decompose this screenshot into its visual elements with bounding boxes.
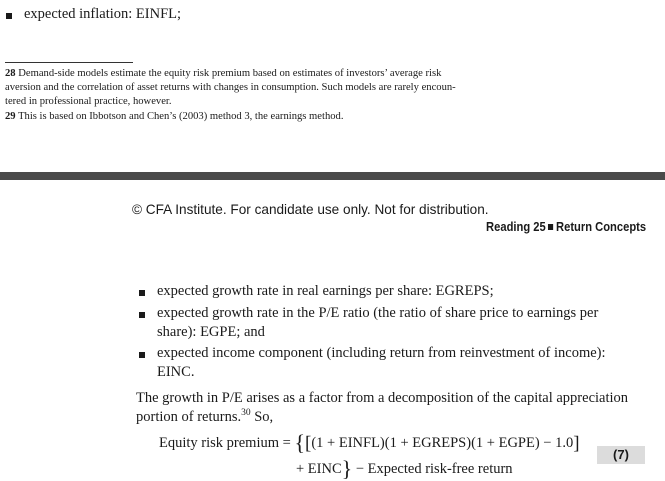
equation-term-1: (1 + EINFL)(1 + EGREPS)(1 + EGPE) − 1.0 bbox=[311, 435, 574, 451]
equation-term-3: − Expected risk-free return bbox=[355, 461, 513, 477]
bullet-expected-inflation: expected inflation: EINFL; bbox=[24, 6, 182, 22]
paragraph-line-1: The growth in P/E arises as a factor from a decomposition of the capital appreciation bbox=[136, 390, 629, 406]
equation-lhs: Equity risk premium = bbox=[159, 435, 291, 451]
equation-term-2: + EINC bbox=[296, 461, 342, 477]
footnote-28-line-1: 28 Demand-side models estimate the equity risk premium based on estimates of investors’ average risk bbox=[5, 68, 442, 79]
running-header bbox=[486, 219, 646, 234]
bullet-einc bbox=[157, 344, 606, 382]
header-separator bbox=[548, 224, 553, 230]
bullet-egreps: expected growth rate in real earnings per share: EGREPS; bbox=[157, 283, 494, 299]
bullet-egpe-line-2: share): EGPE; and bbox=[157, 324, 265, 340]
footnote-28-line-3: tered in professional practice, however. bbox=[5, 96, 172, 107]
bullet-egpe bbox=[157, 304, 598, 342]
footnote-ref-30: 30 bbox=[241, 408, 251, 419]
paragraph-line-2: portion of returns.$^{30}$ So, bbox=[136, 408, 274, 425]
left-square-bracket: [ bbox=[305, 433, 312, 454]
bullet-egpe-line-1: expected growth rate in the P/E ratio (the ratio of share price to earnings per bbox=[157, 305, 599, 321]
bullet-marker bbox=[139, 352, 145, 358]
reading-title: Return Concepts bbox=[555, 219, 646, 234]
right-curly-brace: } bbox=[341, 456, 353, 481]
footnote-28-line-2: aversion and the correlation of asset returns with changes in consumption. Such models are rarely encoun- bbox=[5, 82, 456, 93]
body-paragraph bbox=[136, 389, 628, 427]
footnote-29 bbox=[5, 110, 343, 124]
footnote-29-line-1: 29 This is based on Ibbotson and Chen’s (2003) method 3, the earnings method. bbox=[5, 111, 344, 122]
copyright-notice: © CFA Institute. For candidate use only. Not for distribution. bbox=[132, 202, 489, 217]
page-separator bbox=[0, 172, 665, 180]
bullet-einc-line-2: EINC. bbox=[157, 364, 195, 380]
reading-number: Reading 25 bbox=[485, 219, 546, 234]
bullet-marker bbox=[139, 290, 145, 296]
right-square-bracket: ] bbox=[573, 433, 580, 454]
footnote-rule bbox=[5, 62, 133, 63]
footnote-28 bbox=[5, 67, 456, 109]
equation-line-1 bbox=[159, 430, 580, 455]
bullet-einc-line-1: expected income component (including return from reinvestment of income): bbox=[157, 345, 606, 361]
equation-line-2 bbox=[296, 456, 513, 481]
bullet-marker bbox=[6, 13, 12, 19]
left-curly-brace: { bbox=[294, 430, 306, 455]
bullet-marker bbox=[139, 312, 145, 318]
equation-number: (7) bbox=[597, 446, 645, 464]
